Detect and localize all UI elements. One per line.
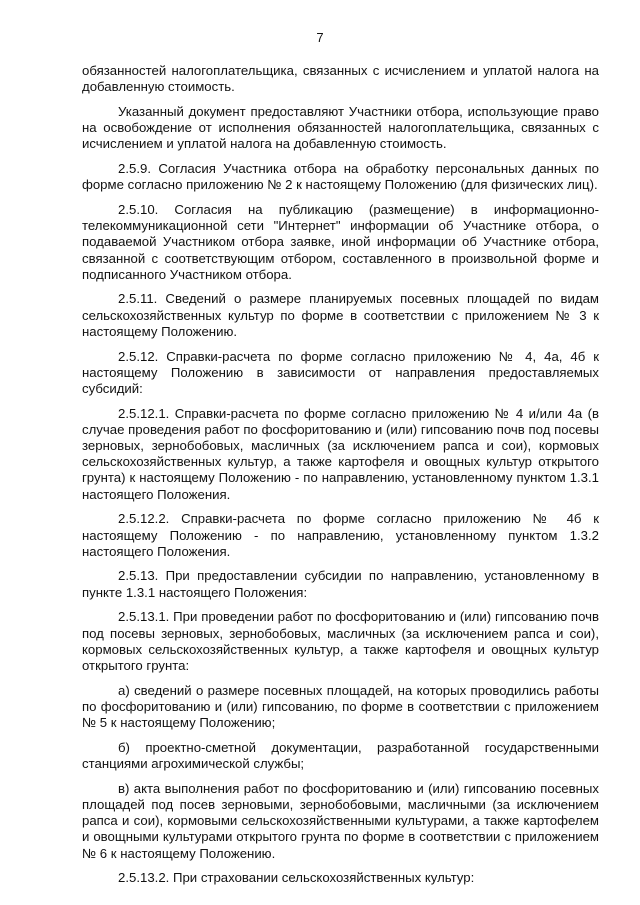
page-number: 7 — [316, 30, 324, 45]
paragraph: 2.5.13.1. При проведении работ по фосфоритованию и (или) гипсованию почв под посевы зерновых, зернобобовых, масличных (за исключением рапса и сои), кормовых сельскохозяйственных культур, а также картофеля и овощных культур открытого грунта: — [82, 609, 599, 673]
paragraph: 2.5.13. При предоставлении субсидии по направлению, установленному в пункте 1.3.1 настоящего Положения: — [82, 568, 599, 600]
paragraph: 2.5.11. Сведений о размере планируемых посевных площадей по видам сельскохозяйственных культур по форме в соответствии с приложением № 3 к настоящему Положению. — [82, 291, 599, 339]
paragraph: 2.5.9. Согласия Участника отбора на обработку персональных данных по форме согласно приложению № 2 к настоящему Положению (для физических лиц). — [82, 161, 599, 193]
paragraph: а) сведений о размере посевных площадей, на которых проводились работы по фосфоритованию и (или) гипсованию, по форме в соответствии с приложением № 5 к настоящему Положению; — [82, 682, 599, 731]
paragraph: в) акта выполнения работ по фосфоритованию и (или) гипсованию посевных площадей под посев зерновыми, зернобобовыми, масличными (за исключением рапса и сои), кормовыми сельскохозяйственными культурами, а также картофелем и овощными культурами открытого грунта по форме в соответствии с приложением № 6 к настоящему Положению. — [82, 780, 599, 861]
paragraph: 2.5.10. Согласия на публикацию (размещение) в информационно-телекоммуникационной сети "Интернет" информации об Участнике отбора, о подаваемой Участником отбора заявке, иной информации об Участнике отбора, связанной с соответствующим отбором, составленного в произвольной форме и подписанного Участником отбора. — [82, 201, 599, 282]
paragraph: 2.5.12. Справки-расчета по форме согласно приложению № 4, 4а, 4б к настоящему Положению в зависимости от направления предоставляемых субсидий: — [82, 348, 599, 396]
paragraph: обязанностей налогоплательщика, связанных с исчислением и уплатой налога на добавленную стоимость. — [82, 63, 599, 95]
paragraph: 2.5.13.2. При страховании сельскохозяйственных культур: — [118, 870, 475, 886]
paragraph: 2.5.12.2. Справки-расчета по форме согласно приложению № 4б к настоящему Положению - по направлению, установленному пунктом 1.3.2 настоящего Положения. — [82, 511, 599, 559]
paragraph: б) проектно-сметной документации, разработанной государственными станциями агрохимической службы; — [82, 739, 599, 772]
document-body — [82, 63, 599, 895]
paragraph: Указанный документ предоставляют Участники отбора, использующие право на освобождение от исполнения обязанностей налогоплательщика, связанных с исчислением и уплатой налога на добавленную стоимость. — [82, 103, 599, 152]
paragraph: 2.5.12.1. Справки-расчета по форме согласно приложению № 4 и/или 4а (в случае проведения работ по фосфоритованию и (или) гипсованию почв под посевы зерновых, зернобобовых, масличных (за исключением рапса и сои), кормовых сельскохозяйственных культур, а также картофеля и овощных культур открытого грунта) к настоящему Положению - по направлению, установленному пунктом 1.3.1 настоящего Положения. — [82, 405, 599, 502]
